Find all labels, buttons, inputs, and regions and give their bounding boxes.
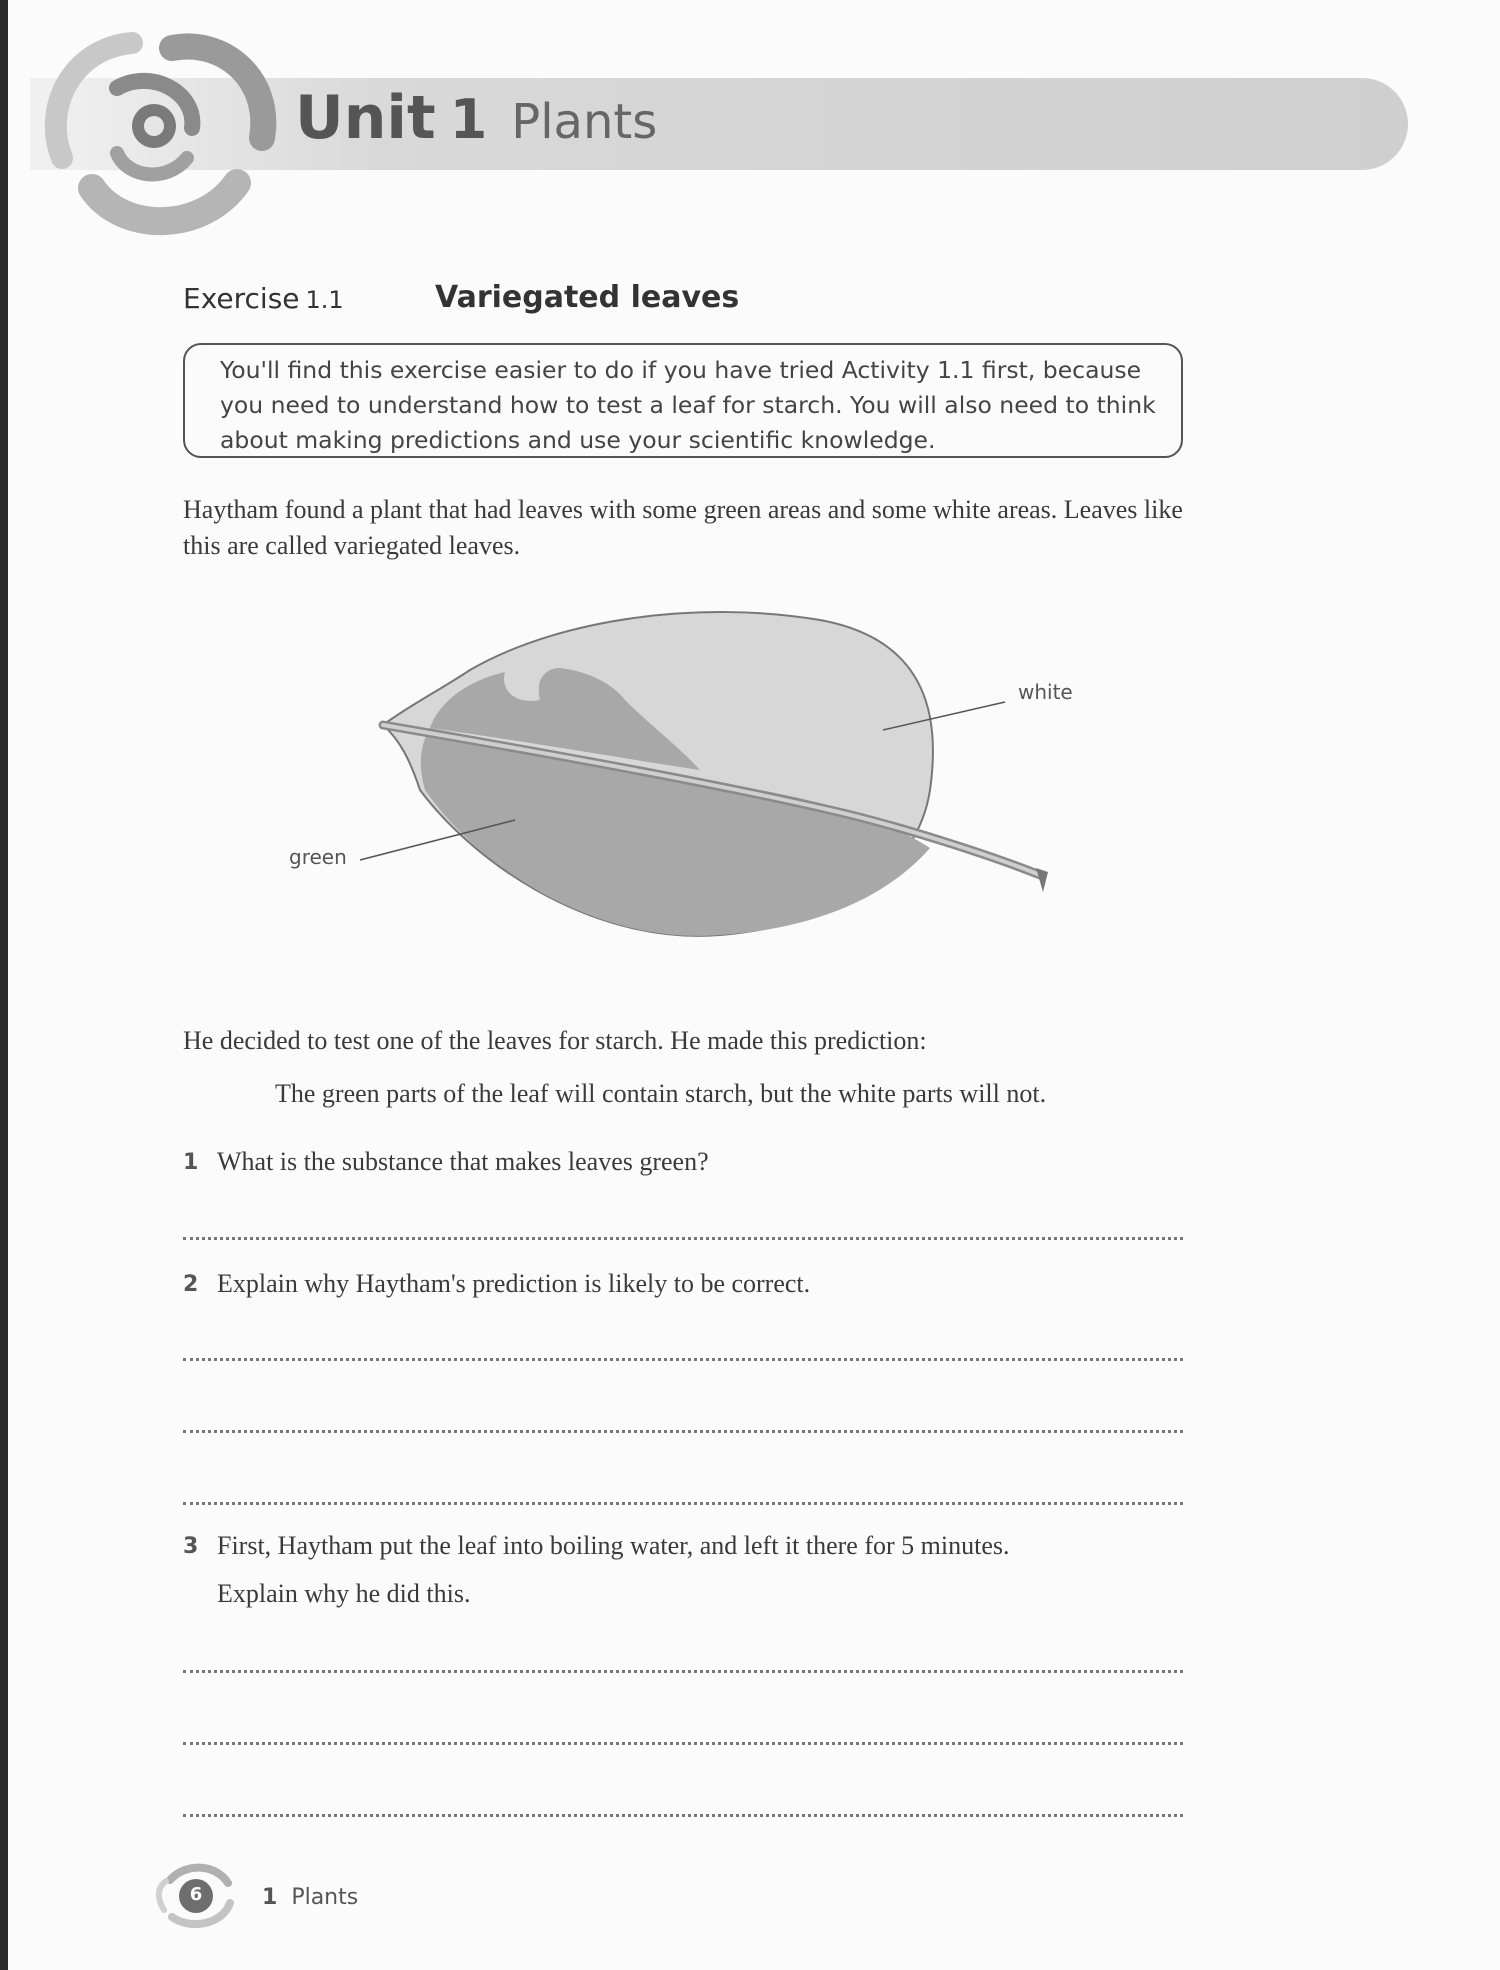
page-number: 6: [189, 1884, 203, 1905]
question-text-continued: Explain why he did this.: [217, 1579, 471, 1608]
green-pointer-line: [360, 820, 515, 860]
label-green: green: [289, 845, 347, 869]
unit-name: Plants: [511, 94, 658, 150]
footer-unit: [262, 1885, 358, 1910]
unit-title: [295, 83, 658, 153]
unit-word: Unit: [295, 83, 436, 153]
exercise-heading: [183, 280, 740, 315]
white-pointer-line: [883, 702, 1005, 730]
prediction-intro: He decided to test one of the leaves for starch. He made this prediction:: [183, 1026, 927, 1055]
answer-line[interactable]: [183, 1742, 1183, 1745]
question-number: 2: [183, 1272, 199, 1297]
unit-number: 1: [449, 88, 488, 151]
footer-unit-title: Plants: [291, 1885, 359, 1910]
leaf-stalk-end: [1036, 868, 1048, 892]
answer-line[interactable]: [183, 1502, 1183, 1505]
question-text: First, Haytham put the leaf into boiling water, and left it there for 5 minutes.: [217, 1531, 1010, 1560]
leaf-green-region: [421, 728, 930, 936]
footer-unit-number: 1: [262, 1885, 278, 1910]
question-text: What is the substance that makes leaves green?: [217, 1147, 709, 1176]
leaf-outline: [383, 612, 933, 936]
leaf-midrib-highlight: [383, 725, 1040, 875]
question-number: 1: [183, 1150, 199, 1175]
answer-line[interactable]: [183, 1237, 1183, 1240]
exercise-label: Exercise: [183, 282, 300, 315]
page-edge: [0, 0, 8, 1970]
note-box: [183, 343, 1183, 458]
swirl-logo-icon: [22, 8, 292, 248]
answer-line[interactable]: [183, 1670, 1183, 1673]
question-number: 3: [183, 1534, 199, 1559]
answer-line[interactable]: [183, 1814, 1183, 1817]
intro-paragraph: Haytham found a plant that had leaves with some green areas and some white areas. Leaves like this are called variegated leaves.: [183, 495, 1183, 560]
prediction-text: The green parts of the leaf will contain starch, but the white parts will not.: [275, 1079, 1047, 1108]
note-text: You'll find this exercise easier to do if you have tried Activity 1.1 first, because you need to understand how to test a leaf for starch. You will also need to think about making predictions and use your scientific knowledge.: [220, 356, 1156, 454]
leaf-midrib: [383, 725, 1040, 875]
exercise-number: 1.1: [305, 286, 344, 314]
exercise-title: Variegated leaves: [435, 280, 740, 315]
leaf-green-notch: [430, 668, 700, 770]
question-text: Explain why Haytham's prediction is likely to be correct.: [217, 1269, 811, 1298]
answer-line[interactable]: [183, 1358, 1183, 1361]
label-white: white: [1018, 680, 1073, 704]
answer-line[interactable]: [183, 1430, 1183, 1433]
